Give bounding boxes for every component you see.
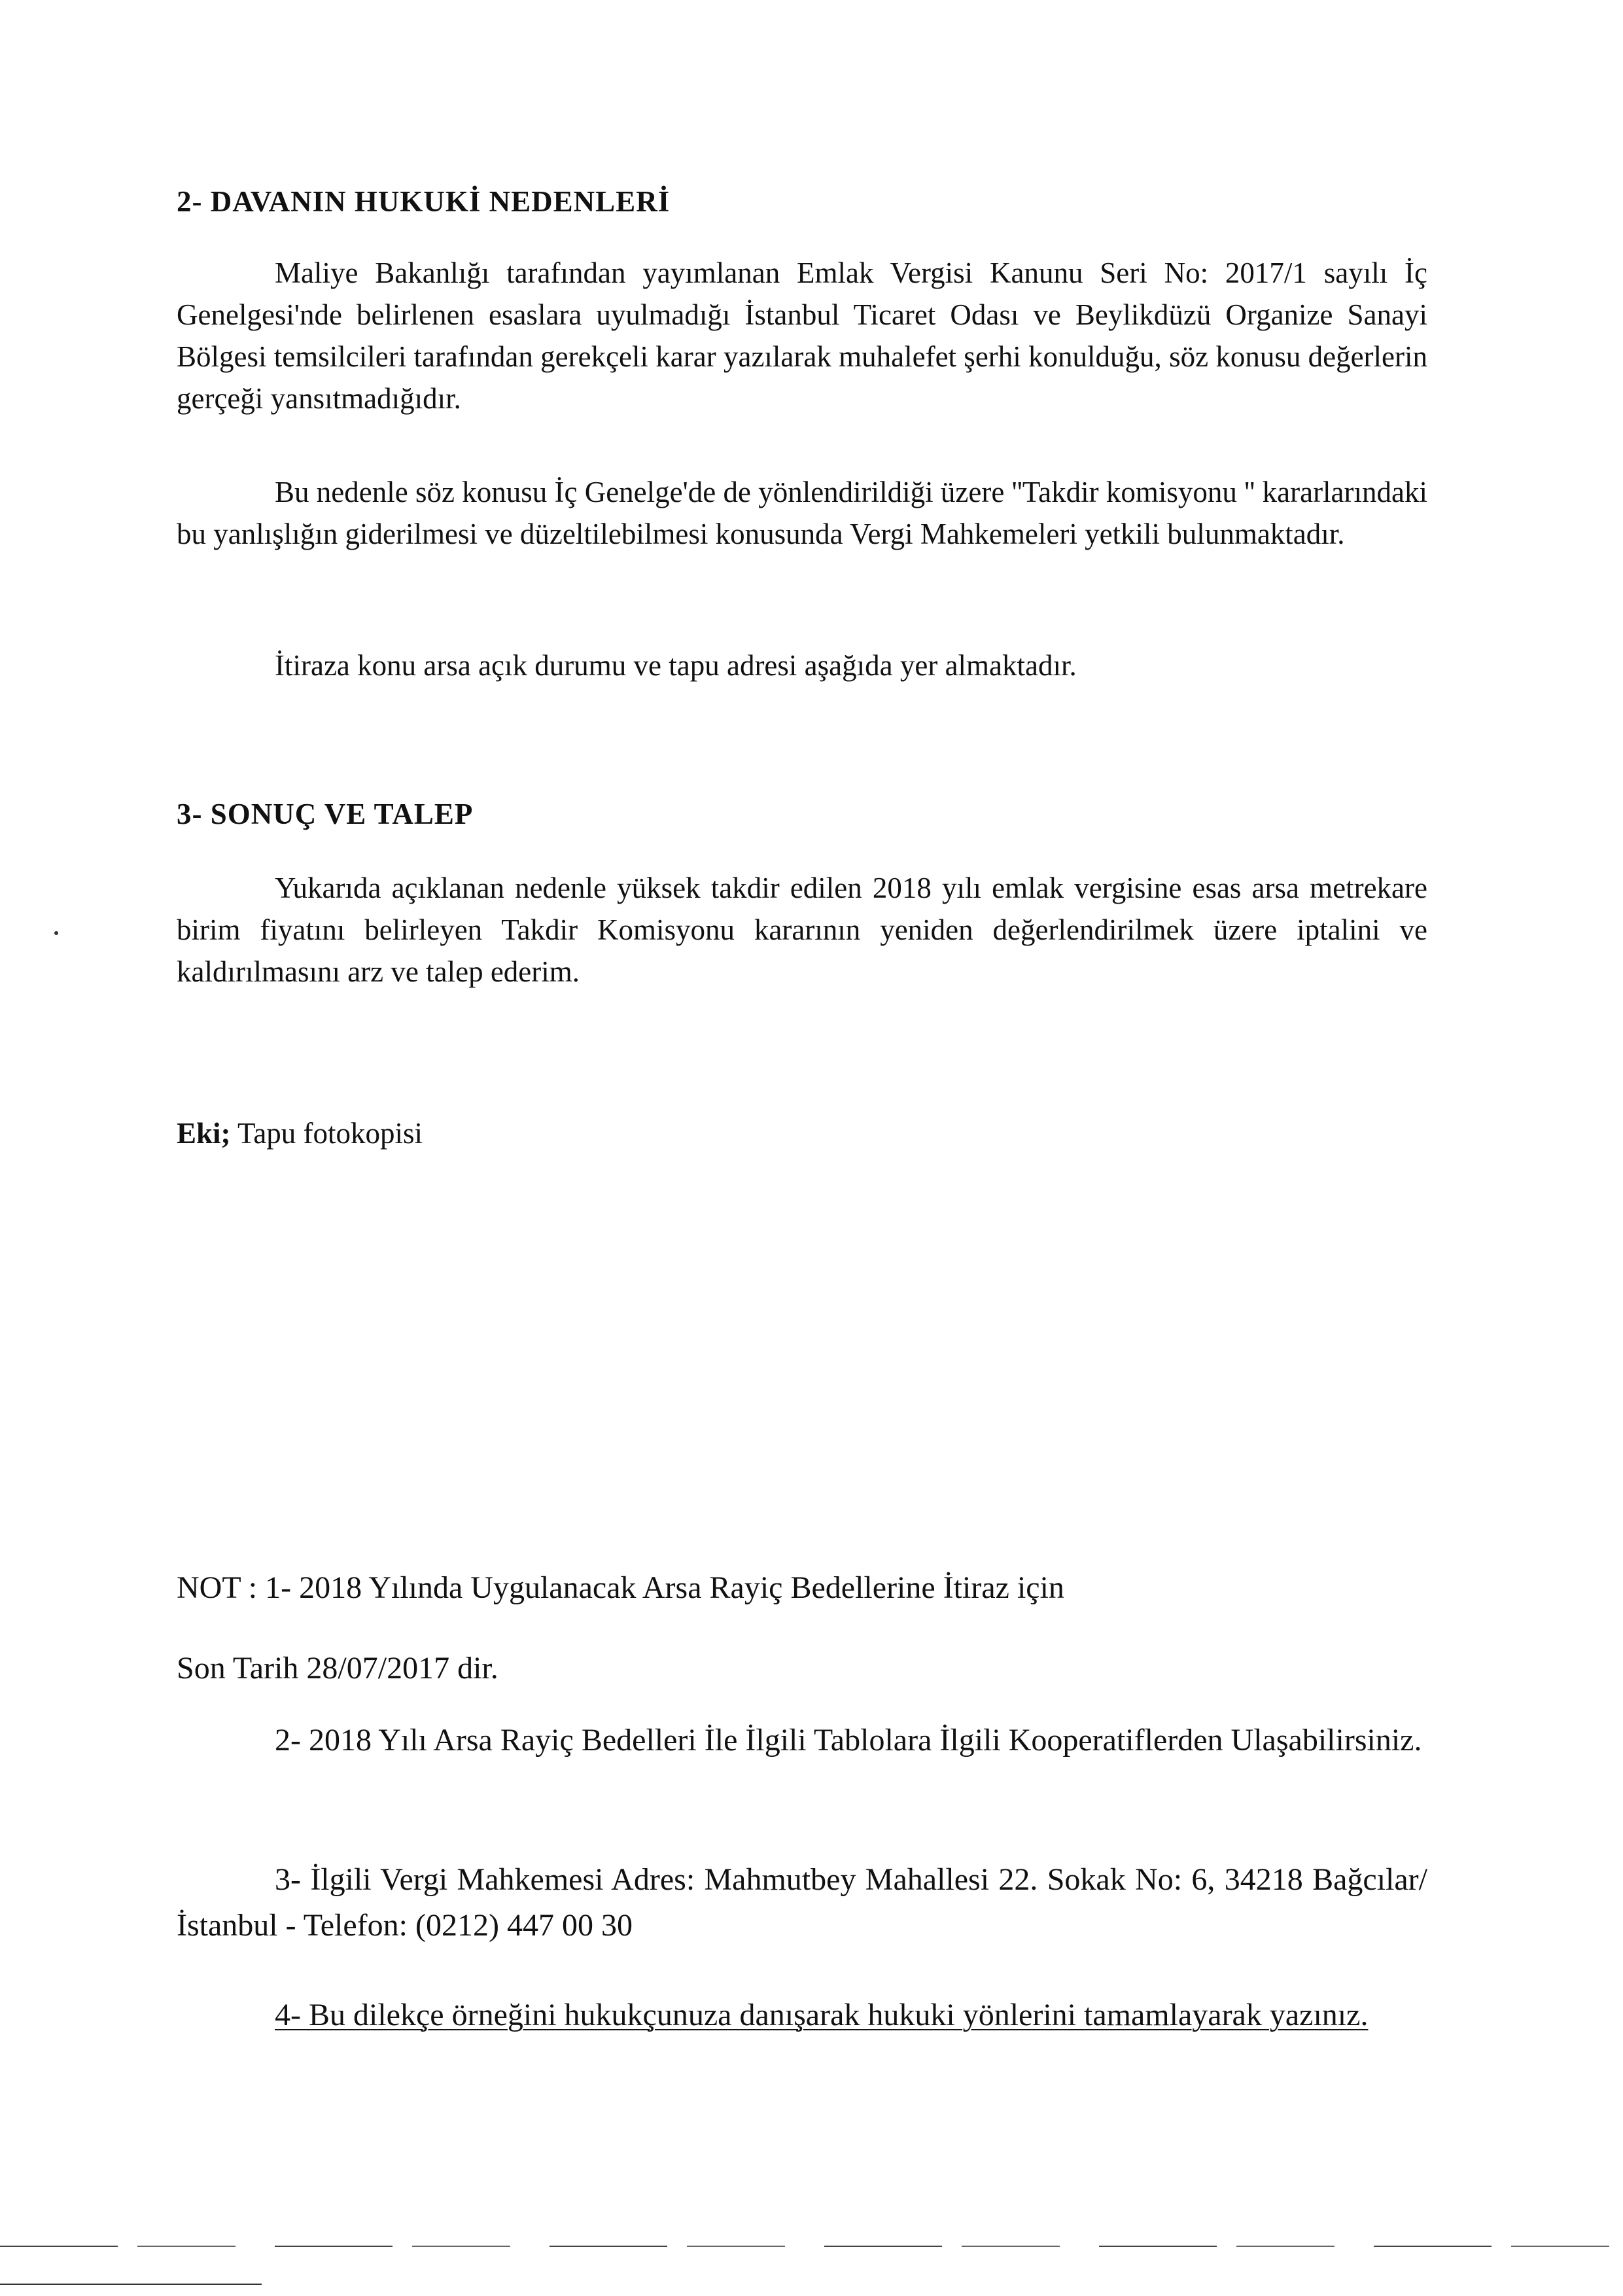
attachment-text: Tapu fotokopisi xyxy=(237,1117,423,1150)
scan-artifact-line-2 xyxy=(0,2284,262,2285)
attachment-label: Eki; xyxy=(177,1117,231,1150)
scan-dot xyxy=(54,931,58,935)
scan-artifact-line xyxy=(0,2246,1623,2247)
note-1-deadline: Son Tarih 28/07/2017 dir. xyxy=(177,1651,498,1686)
section-2-paragraph-1: Maliye Bakanlığı tarafından yayımlanan Emlak Vergisi Kanunu Seri No: 2017/1 sayılı İç Genelgesi'nde belirlenen esaslara uyulmadığı İstanbul Ticaret Odası ve Beylikdüzü Organize Sanayi Bölgesi temsilcileri tarafından gerekçeli karar yazılarak muhalefet şerhi konulduğu, söz konusu değerlerin gerçeği yansıtmadığıdır. xyxy=(177,256,1427,415)
section-2-paragraph-3: İtiraza konu arsa açık durumu ve tapu adresi aşağıda yer almaktadır. xyxy=(275,649,1077,682)
section-2-paragraph-2: Bu nedenle söz konusu İç Genelge'de de yönlendirildiği üzere ''Takdir komisyonu '' kararlarındaki bu yanlışlığın giderilmesi ve düzeltilebilmesi konusunda Vergi Mahkemeleri yetkili bulunmaktadır. xyxy=(177,476,1427,550)
note-4: 4- Bu dilekçe örneğini hukukçunuza danışarak hukuki yönlerini tamamlayarak yazınız. xyxy=(275,1998,1369,2032)
note-2: 2- 2018 Yılı Arsa Rayiç Bedelleri İle İlgili Tablolara İlgili Kooperatiflerden Ulaşabilirsiniz. xyxy=(275,1723,1422,1757)
section-3-heading: 3- SONUÇ VE TALEP xyxy=(177,798,474,830)
section-2-heading: 2- DAVANIN HUKUKİ NEDENLERİ xyxy=(177,185,671,218)
section-3-paragraph-1: Yukarıda açıklanan nedenle yüksek takdir edilen 2018 yılı emlak vergisine esas arsa metrekare birim fiyatını belirleyen Takdir Komisyonu kararının yeniden değerlendirilmek üzere iptalini ve kaldırılmasını arz ve talep ederim. xyxy=(177,872,1427,988)
note-1: NOT : 1- 2018 Yılında Uygulanacak Arsa Rayiç Bedellerine İtiraz için xyxy=(177,1570,1064,1605)
note-3: 3- İlgili Vergi Mahkemesi Adres: Mahmutbey Mahallesi 22. Sokak No: 6, 34218 Bağcılar/İstanbul - Telefon: (0212) 447 00 30 xyxy=(177,1862,1427,1943)
attachment-line xyxy=(177,1112,1427,1154)
